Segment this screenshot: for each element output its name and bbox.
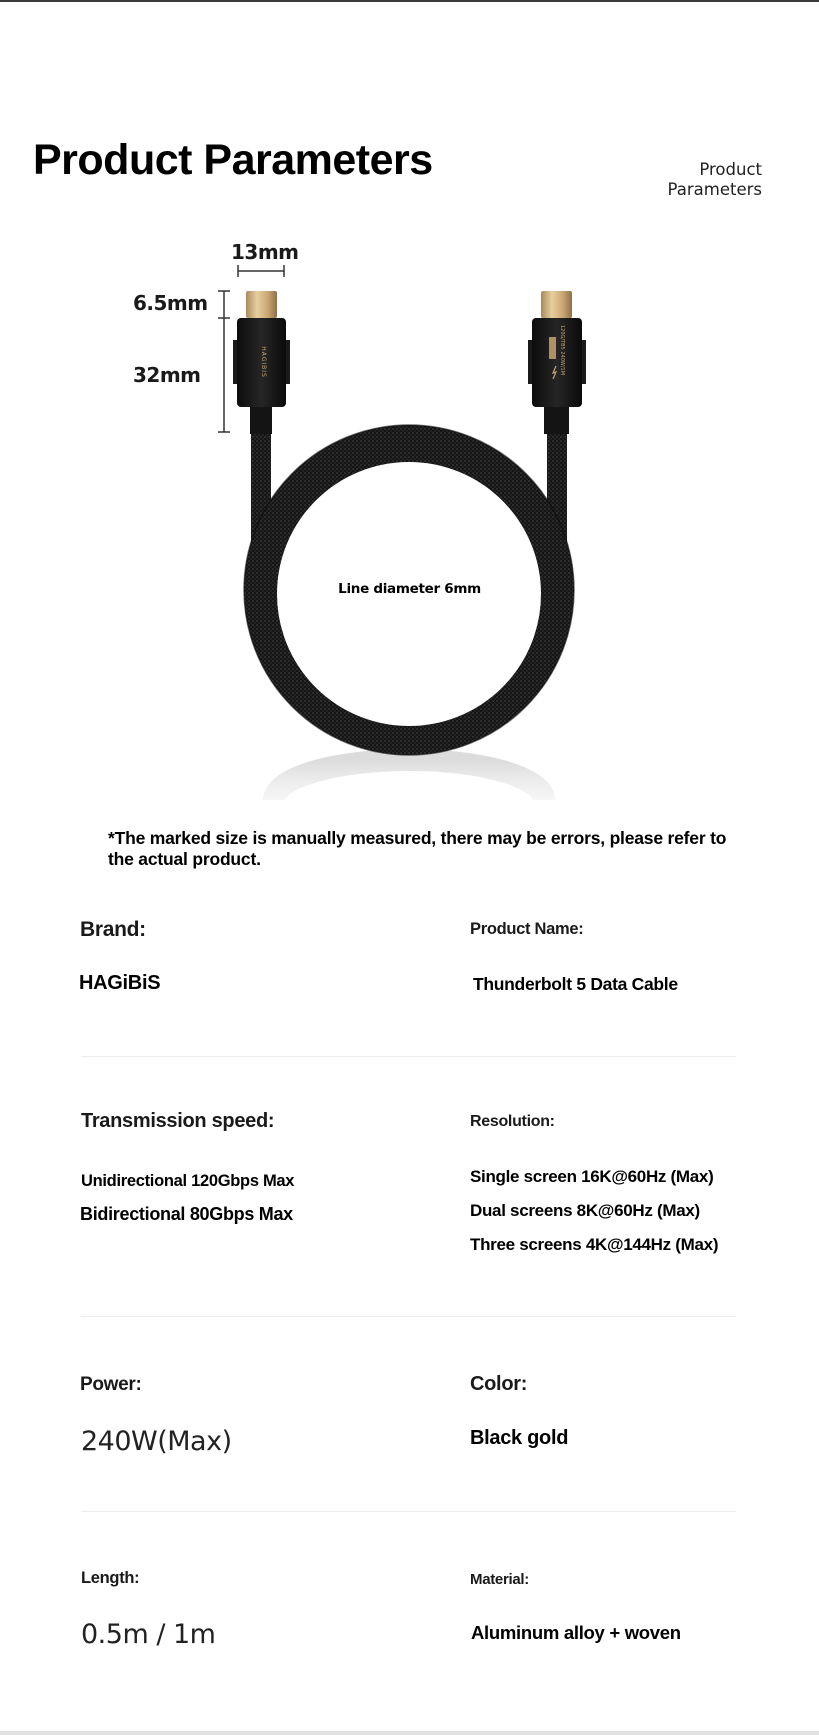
brand-label: Brand:	[80, 918, 146, 941]
transmission-speed-label: Transmission speed:	[81, 1110, 275, 1132]
bottom-border	[0, 1731, 819, 1735]
left-connector	[233, 291, 290, 434]
side-label-line1: Product	[699, 160, 762, 179]
power-value: 240W(Max)	[81, 1426, 232, 1457]
body-length-label: 32mm	[133, 363, 201, 387]
left-connector-neck	[250, 407, 272, 434]
page-title: Product Parameters	[33, 136, 433, 184]
material-value: Aluminum alloy + woven	[471, 1622, 681, 1643]
right-connector	[528, 291, 586, 434]
transmission-speed-value: Bidirectional 80Gbps Max	[80, 1204, 293, 1224]
resolution-value: Three screens 4K@144Hz (Max)	[470, 1235, 719, 1254]
divider	[81, 1316, 736, 1317]
width-dimension-label: 13mm	[231, 240, 299, 264]
tip-length-label: 6.5mm	[133, 291, 208, 315]
material-label: Material:	[470, 1571, 529, 1588]
line-diameter-label: Line diameter 6mm	[338, 581, 481, 597]
left-connector-logo: HAGIBIS	[260, 346, 267, 378]
length-label: Length:	[81, 1569, 140, 1587]
power-label: Power:	[80, 1374, 142, 1395]
color-label: Color:	[470, 1373, 528, 1395]
left-connector-tip	[246, 291, 277, 318]
product-name-label: Product Name:	[470, 920, 584, 938]
product-name-value: Thunderbolt 5 Data Cable	[473, 974, 678, 994]
cable-diagram	[0, 0, 819, 860]
brand-value: HAGiBiS	[79, 972, 161, 994]
color-value: Black gold	[470, 1427, 569, 1449]
right-connector-tip	[541, 291, 572, 318]
right-connector-marking: 120G/TB5 240W/1M	[559, 324, 565, 376]
resolution-value: Single screen 16K@60Hz (Max)	[470, 1167, 714, 1186]
resolution-value: Dual screens 8K@60Hz (Max)	[470, 1201, 700, 1220]
transmission-speed-value: Unidirectional 120Gbps Max	[81, 1172, 295, 1190]
resolution-label: Resolution:	[470, 1113, 555, 1130]
divider	[81, 1511, 736, 1512]
divider	[81, 1056, 736, 1057]
measurement-disclaimer: *The marked size is manually measured, there may be errors, please refer to the actual product.	[108, 828, 727, 869]
right-connector-body	[532, 318, 582, 407]
right-connector-neck	[544, 407, 569, 434]
side-label-line2: Parameters	[667, 180, 762, 199]
length-value: 0.5m / 1m	[81, 1619, 216, 1650]
